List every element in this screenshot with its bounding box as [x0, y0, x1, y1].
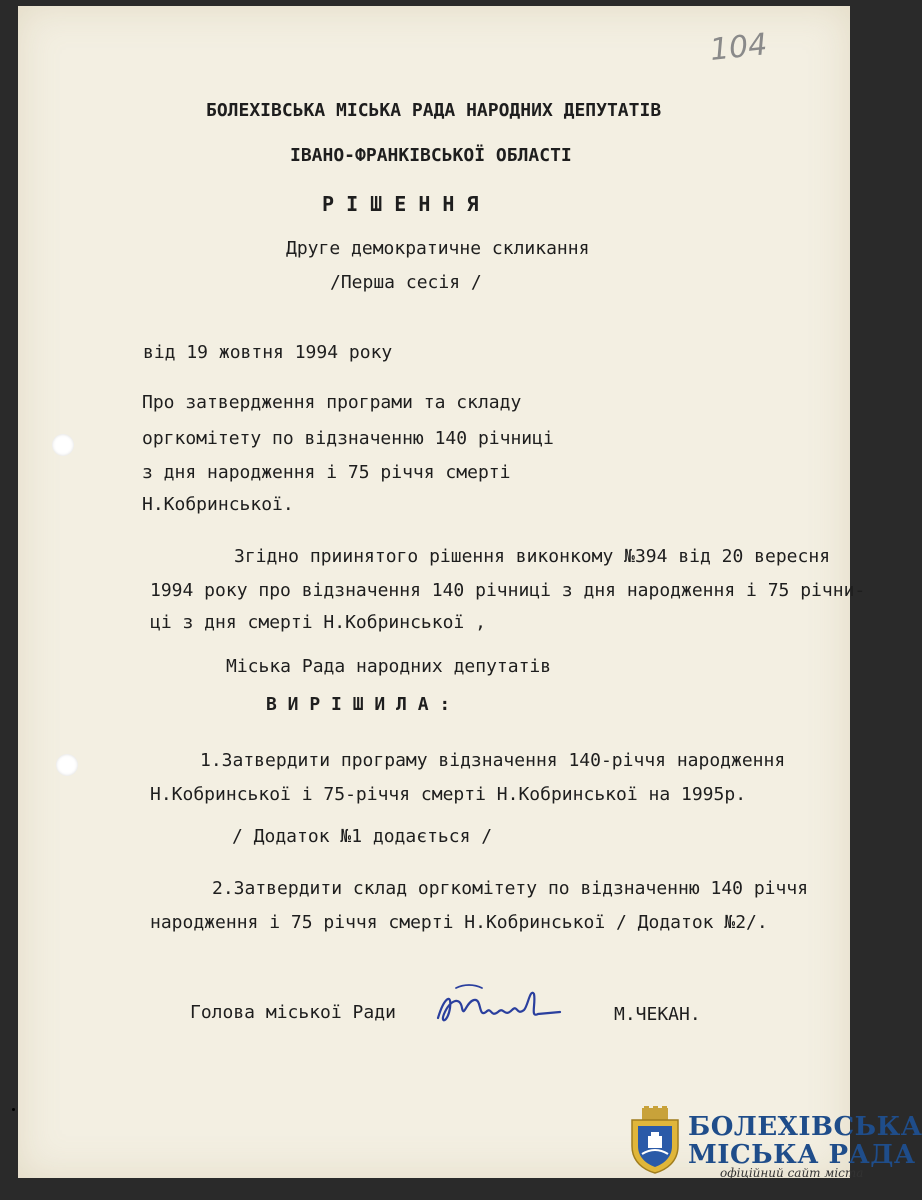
handwritten-signature [430, 978, 570, 1038]
convocation: Друге демократичне скликання [286, 238, 590, 259]
preamble-line: Згідно приинятого рішення виконкому №394 від 20 вересня [234, 546, 831, 567]
decision-date: від 19 жовтня 1994 року [143, 342, 393, 363]
punch-hole [56, 754, 78, 776]
header-line2: ІВАНО-ФРАНКІВСЬКОЇ ОБЛАСТІ [290, 145, 572, 166]
signature-title: Голова міської Ради [190, 1002, 396, 1023]
header-line1: БОЛЕХІВСЬКА МІСЬКА РАДА НАРОДНИХ ДЕПУТАТІВ [206, 100, 662, 121]
doc-type-title: Р І Ш Е Н Н Я [322, 192, 479, 216]
subject-line: оргкомітету по відзначенню 140 річниці [142, 428, 554, 449]
decided-heading: В И Р І Ш И Л А : [266, 694, 451, 715]
watermark-subtitle: офіційний сайт міста [720, 1166, 864, 1180]
scan-speck [12, 1108, 15, 1111]
council-line: Міська Рада народних депутатів [226, 656, 552, 677]
signatory-name: М.ЧЕКАН. [614, 1004, 701, 1025]
session: /Перша сесія / [330, 272, 482, 293]
punch-hole [52, 434, 74, 456]
preamble-line: ці з дня смерті Н.Кобринської , [150, 612, 486, 633]
subject-line: Н.Кобринської. [142, 494, 294, 515]
preamble-line: 1994 року про відзначення 140 річниці з дня народження і 75 річни- [150, 580, 866, 601]
watermark-title-line2: МІСЬКА РАДА [688, 1140, 916, 1170]
watermark-title-line1: БОЛЕХІВСЬКА [688, 1112, 922, 1142]
item1-line: Н.Кобринської і 75-річчя смерті Н.Кобринської на 1995р. [150, 784, 747, 805]
subject-line: з дня народження і 75 річчя смерті [142, 462, 511, 483]
item2-line: 2.Затвердити склад оргкомітету по відзначенню 140 річчя [212, 878, 809, 899]
item2-line: народження і 75 річчя смерті Н.Кобринської / Додаток №2/. [150, 912, 768, 933]
item1-line: 1.Затвердити програму відзначення 140-річчя народження [200, 750, 786, 771]
city-coat-of-arms-icon [628, 1106, 682, 1178]
subject-line: Про затвердження програми та складу [142, 392, 522, 413]
item1-note: / Додаток №1 додається / [232, 826, 493, 847]
archive-number: 104 [708, 27, 769, 68]
